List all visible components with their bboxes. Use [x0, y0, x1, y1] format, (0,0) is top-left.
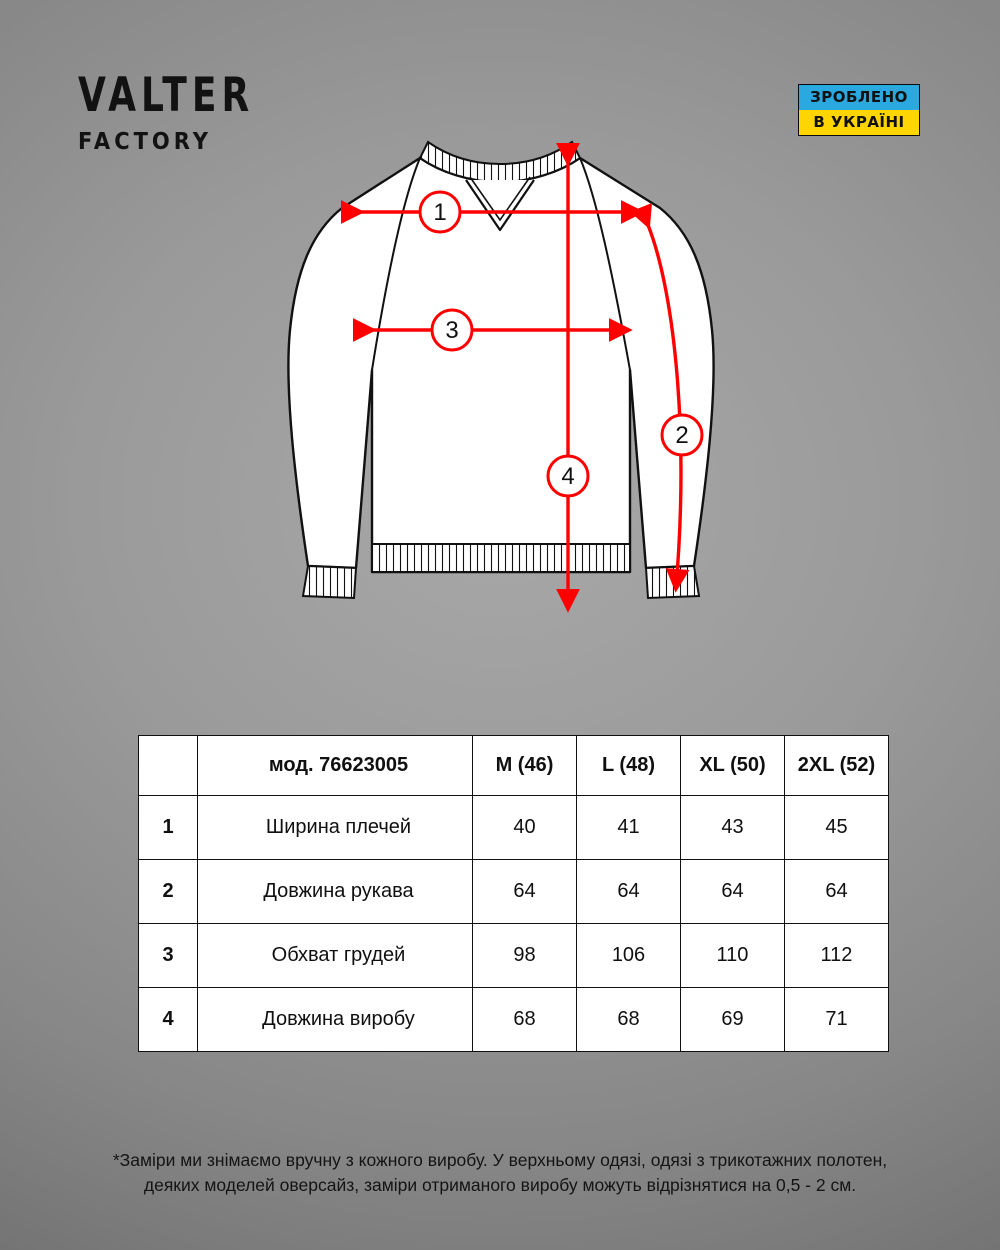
row-value-2xl: 112: [785, 924, 889, 988]
table-row: [139, 988, 889, 1052]
row-value-l: 68: [577, 988, 681, 1052]
row-value-2xl: 64: [785, 860, 889, 924]
row-number: 1: [139, 796, 198, 860]
row-value-xl: 110: [681, 924, 785, 988]
row-value-m: 98: [473, 924, 577, 988]
table-row: [139, 796, 889, 860]
row-value-l: 41: [577, 796, 681, 860]
row-measure-name: Обхват грудей: [198, 924, 473, 988]
cuff-rib-right: [646, 566, 699, 598]
made-in-badge-line1: ЗРОБЛЕНО: [799, 85, 919, 110]
row-value-xl: 43: [681, 796, 785, 860]
row-value-l: 106: [577, 924, 681, 988]
row-value-2xl: 71: [785, 988, 889, 1052]
row-number: 3: [139, 924, 198, 988]
row-value-xl: 64: [681, 860, 785, 924]
footnote: [0, 1148, 1000, 1199]
brand-name: VALTER: [78, 68, 255, 123]
header-model: мод. 76623005: [198, 736, 473, 796]
marker-2-label: 2: [675, 422, 689, 449]
hem-rib: [372, 544, 630, 572]
brand-subtitle: FACTORY: [78, 128, 213, 155]
row-number: 2: [139, 860, 198, 924]
row-value-xl: 69: [681, 988, 785, 1052]
row-number: 4: [139, 988, 198, 1052]
row-measure-name: Довжина виробу: [198, 988, 473, 1052]
row-value-m: 64: [473, 860, 577, 924]
footnote-line-1: *Заміри ми знімаємо вручну з кожного виробу. У верхньому одязі, одязі з трикотажних полотен,: [112, 1150, 888, 1170]
marker-1-label: 1: [433, 199, 447, 226]
header-number: [139, 736, 198, 796]
size-table: [138, 735, 889, 1052]
header-size-xl: XL (50): [681, 736, 785, 796]
table-row: [139, 860, 889, 924]
row-value-l: 64: [577, 860, 681, 924]
garment-measurement-diagram: [0, 120, 1000, 660]
table-header-row: [139, 736, 889, 796]
marker-4-label: 4: [561, 463, 575, 490]
table-row: [139, 924, 889, 988]
header-size-2xl: 2XL (52): [785, 736, 889, 796]
row-measure-name: Довжина рукава: [198, 860, 473, 924]
marker-3-label: 3: [445, 317, 459, 344]
made-in-badge-line2: В УКРАЇНІ: [799, 110, 919, 135]
size-table-wrapper: [138, 735, 876, 1052]
cuff-rib-left: [303, 566, 356, 598]
row-value-m: 68: [473, 988, 577, 1052]
row-value-m: 40: [473, 796, 577, 860]
header-size-l: L (48): [577, 736, 681, 796]
header-size-m: M (46): [473, 736, 577, 796]
footnote-line-2: деяких моделей оверсайз, заміри отриманого виробу можуть відрізнятися на 0,5 - 2 см.: [143, 1175, 857, 1196]
row-value-2xl: 45: [785, 796, 889, 860]
row-measure-name: Ширина плечей: [198, 796, 473, 860]
